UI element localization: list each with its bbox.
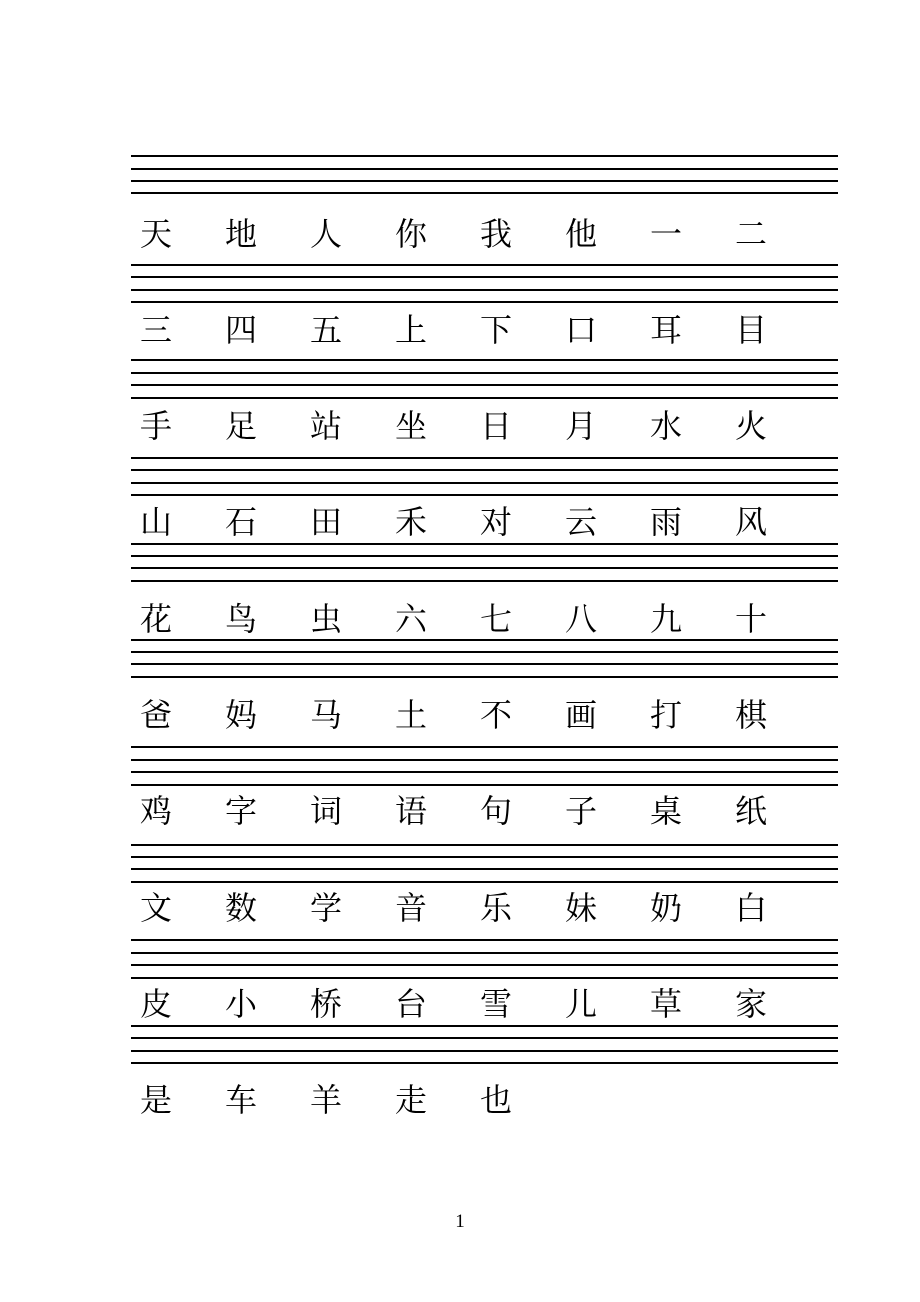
character-row <box>0 404 920 448</box>
character-row <box>0 982 920 1026</box>
character-cell: 火 <box>734 407 767 445</box>
character-cell: 你 <box>394 215 427 253</box>
ruled-line <box>131 771 838 773</box>
ruled-line <box>131 384 838 386</box>
character-row <box>0 789 920 833</box>
character-cell: 二 <box>734 215 767 253</box>
character-cell: 皮 <box>139 985 172 1023</box>
ruled-line <box>131 301 838 303</box>
character-cell: 站 <box>309 407 342 445</box>
character-cell: 小 <box>224 985 257 1023</box>
character-row <box>0 886 920 930</box>
character-cell: 纸 <box>734 792 767 830</box>
character-cell: 石 <box>224 503 257 541</box>
ruled-line <box>131 746 838 748</box>
character-cell: 耳 <box>649 311 682 349</box>
character-cell: 走 <box>394 1081 427 1119</box>
character-cell: 鸟 <box>224 600 257 638</box>
character-cell: 不 <box>479 696 512 734</box>
character-cell: 桥 <box>309 985 342 1023</box>
character-cell: 画 <box>564 696 597 734</box>
ruled-line <box>131 881 838 883</box>
character-cell: 水 <box>649 407 682 445</box>
character-cell: 足 <box>224 407 257 445</box>
character-cell: 台 <box>394 985 427 1023</box>
character-cell: 打 <box>649 696 682 734</box>
character-cell: 雨 <box>649 503 682 541</box>
character-cell: 字 <box>224 792 257 830</box>
character-cell: 土 <box>394 696 427 734</box>
character-cell: 七 <box>479 600 512 638</box>
character-cell: 家 <box>734 985 767 1023</box>
character-cell: 人 <box>309 215 342 253</box>
ruled-line <box>131 180 838 182</box>
character-row <box>0 308 920 352</box>
character-cell: 山 <box>139 503 172 541</box>
ruled-line <box>131 1062 838 1064</box>
character-cell: 乐 <box>479 889 512 927</box>
character-row <box>0 597 920 641</box>
character-cell: 我 <box>479 215 512 253</box>
character-cell: 四 <box>224 311 257 349</box>
character-cell: 也 <box>479 1081 512 1119</box>
ruled-line <box>131 289 838 291</box>
character-cell: 奶 <box>649 889 682 927</box>
character-cell: 五 <box>309 311 342 349</box>
character-cell: 一 <box>649 215 682 253</box>
character-cell: 是 <box>139 1081 172 1119</box>
ruled-line <box>131 276 838 278</box>
character-cell: 桌 <box>649 792 682 830</box>
character-cell: 鸡 <box>139 792 172 830</box>
ruled-line <box>131 856 838 858</box>
character-cell: 妈 <box>224 696 257 734</box>
ruled-line <box>131 168 838 170</box>
ruled-line <box>131 555 838 557</box>
ruled-line <box>131 372 838 374</box>
character-cell: 雪 <box>479 985 512 1023</box>
character-cell: 爸 <box>139 696 172 734</box>
character-cell: 花 <box>139 600 172 638</box>
character-cell: 天 <box>139 215 172 253</box>
character-cell: 八 <box>564 600 597 638</box>
character-cell: 手 <box>139 407 172 445</box>
ruled-line <box>131 155 838 157</box>
page-number: 1 <box>455 1211 465 1232</box>
character-cell: 语 <box>394 792 427 830</box>
character-cell: 日 <box>479 407 512 445</box>
character-cell: 目 <box>734 311 767 349</box>
ruled-line <box>131 952 838 954</box>
character-cell: 学 <box>309 889 342 927</box>
ruled-line <box>131 397 838 399</box>
character-cell: 对 <box>479 503 512 541</box>
character-cell: 白 <box>734 889 767 927</box>
ruled-line <box>131 1037 838 1039</box>
character-row <box>0 500 920 544</box>
character-cell: 禾 <box>394 503 427 541</box>
character-cell: 羊 <box>309 1081 342 1119</box>
character-cell: 坐 <box>394 407 427 445</box>
ruled-line <box>131 1050 838 1052</box>
character-cell: 田 <box>309 503 342 541</box>
ruled-line <box>131 663 838 665</box>
ruled-line <box>131 844 838 846</box>
character-cell: 六 <box>394 600 427 638</box>
character-cell: 车 <box>224 1081 257 1119</box>
character-cell: 妹 <box>564 889 597 927</box>
ruled-line <box>131 676 838 678</box>
character-cell: 上 <box>394 311 427 349</box>
ruled-line <box>131 359 838 361</box>
character-cell: 九 <box>649 600 682 638</box>
character-cell: 三 <box>139 311 172 349</box>
character-cell: 口 <box>564 311 597 349</box>
character-cell: 云 <box>564 503 597 541</box>
character-cell: 文 <box>139 889 172 927</box>
ruled-line <box>131 868 838 870</box>
ruled-line <box>131 977 838 979</box>
ruled-line <box>131 939 838 941</box>
ruled-line <box>131 494 838 496</box>
character-cell: 马 <box>309 696 342 734</box>
character-cell: 草 <box>649 985 682 1023</box>
character-cell: 地 <box>224 215 257 253</box>
character-cell: 词 <box>309 792 342 830</box>
character-cell: 风 <box>734 503 767 541</box>
ruled-line <box>131 964 838 966</box>
character-cell: 虫 <box>309 600 342 638</box>
character-cell: 儿 <box>564 985 597 1023</box>
character-cell: 棋 <box>734 696 767 734</box>
ruled-line <box>131 759 838 761</box>
character-cell: 数 <box>224 889 257 927</box>
character-cell: 下 <box>479 311 512 349</box>
ruled-line <box>131 580 838 582</box>
character-row <box>0 1078 920 1122</box>
character-cell: 音 <box>394 889 427 927</box>
character-cell: 月 <box>564 407 597 445</box>
ruled-line <box>131 457 838 459</box>
ruled-line <box>131 192 838 194</box>
ruled-line <box>131 482 838 484</box>
character-row <box>0 212 920 256</box>
character-row <box>0 693 920 737</box>
character-cell: 他 <box>564 215 597 253</box>
ruled-line <box>131 784 838 786</box>
ruled-line <box>131 264 838 266</box>
ruled-line <box>131 567 838 569</box>
ruled-line <box>131 469 838 471</box>
character-cell: 句 <box>479 792 512 830</box>
character-cell: 子 <box>564 792 597 830</box>
character-cell: 十 <box>734 600 767 638</box>
ruled-line <box>131 651 838 653</box>
